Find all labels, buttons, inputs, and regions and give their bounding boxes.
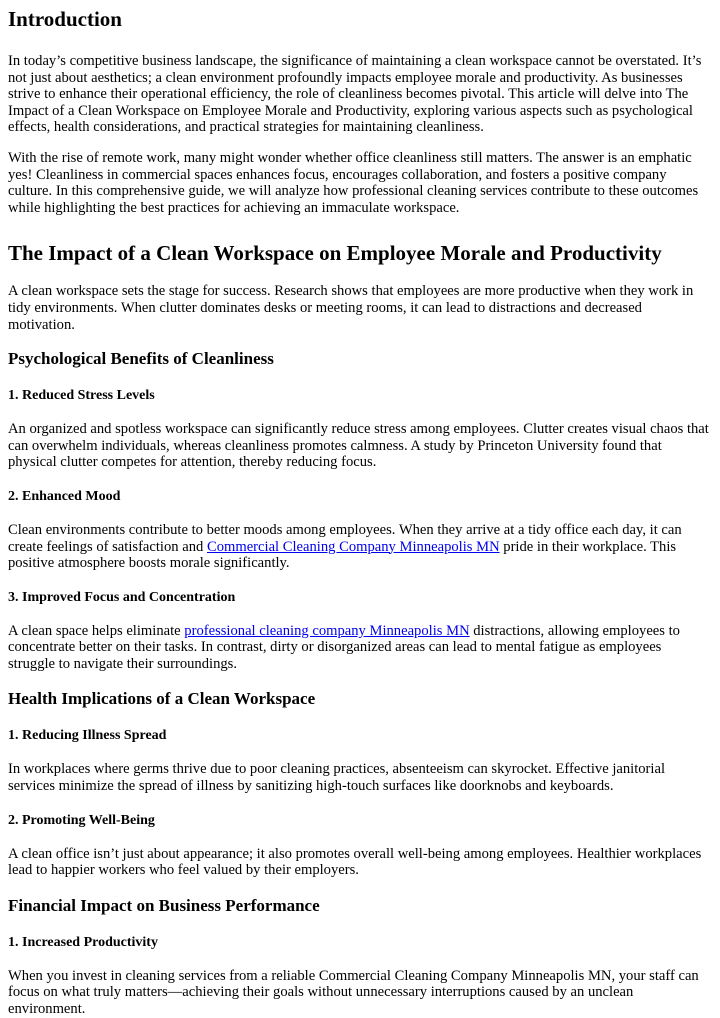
enhanced-mood-text-end: pride in their workplace. This positive atmosphere boosts morale significantly. — [8, 538, 677, 572]
reducing-illness-paragraph: In workplaces where germs thrive due to poor cleaning practices, absenteeism can skyrocket. Effective janitorial services minimize the spread of illness by sanitizing high-touch surfaces like doorknobs and keyboards. — [8, 761, 666, 795]
improved-focus-paragraph — [8, 623, 712, 673]
increased-productivity-heading: 1. Increased Productivity — [8, 934, 158, 950]
impact-heading: The Impact of a Clean Workspace on Employee Morale and Productivity — [8, 241, 662, 266]
increased-productivity-paragraph: When you invest in cleaning services from a reliable Commercial Cleaning Company Minneapolis MN, your staff can focus on what truly matters—achieving their goals without unnecessary interruptions caused by an unclean environment. — [8, 967, 699, 1018]
impact-paragraph: A clean workspace sets the stage for success. Research shows that employees are more productive when they work in tidy environments. When clutter dominates desks or meeting rooms, it can lead to distractions and decreased motivation. — [8, 283, 694, 333]
enhanced-mood-paragraph — [8, 522, 712, 572]
reduced-stress-heading: 1. Reduced Stress Levels — [8, 388, 155, 404]
reduced-stress-paragraph: An organized and spotless workspace can significantly reduce stress among employees. Clutter creates visual chaos that can overwhelm individuals, whereas cleanliness promotes calmness. A study by Princeton University found that physical clutter competes for attention, thereby reducing focus. — [8, 421, 709, 471]
intro-paragraph-2: With the rise of remote work, many might wonder whether office cleanliness still matters. The answer is an emphatic yes! Cleanliness in commercial spaces enhances focus, encourages collaboration, and fosters a positive company culture. In this comprehensive guide, we will analyze how professional cleaning services contribute to these outcomes while highlighting the best practices for achieving an immaculate workspace. — [8, 149, 699, 216]
well-being-heading: 2. Promoting Well-Being — [8, 812, 155, 828]
well-being-paragraph: A clean office isn’t just about appearance; it also promotes overall well-being among employees. Healthier workplaces lead to happier workers who feel valued by their employers. — [8, 845, 702, 879]
improved-focus-text-end: distractions, allowing employees to concentrate better on their tasks. In contrast, dirty or disorganized areas can lead to mental fatigue as employees struggle to navigate their surroundings. — [8, 622, 680, 672]
commercial-cleaning-link[interactable]: Commercial Cleaning Company Minneapolis MN — [206, 538, 500, 555]
health-implications-heading: Health Implications of a Clean Workspace — [8, 689, 316, 709]
improved-focus-heading: 3. Improved Focus and Concentration — [8, 589, 236, 605]
intro-paragraph-1: In today’s competitive business landscape, the significance of maintaining a clean workspace cannot be overstated. It’s not just about aesthetics; a clean environment profoundly impacts employee morale and productivity. As businesses strive to enhance their operational efficiency, the role of cleanliness becomes pivotal. This article will delve into The Impact of a Clean Workspace on Employee Morale and Productivity, exploring various aspects such as psychological effects, health considerations, and practical strategies for maintaining cleanliness. — [8, 53, 702, 136]
improved-focus-text-start: A clean space helps eliminate — [8, 622, 185, 639]
enhanced-mood-heading: 2. Enhanced Mood — [8, 488, 121, 504]
intro-heading: Introduction — [8, 7, 122, 31]
psychological-benefits-heading: Psychological Benefits of Cleanliness — [8, 349, 274, 369]
reducing-illness-heading: 1. Reducing Illness Spread — [8, 728, 167, 744]
professional-cleaning-link[interactable]: professional cleaning company Minneapolis MN — [184, 622, 470, 639]
financial-impact-heading: Financial Impact on Business Performance — [8, 895, 320, 915]
enhanced-mood-text-start: Clean environments contribute to better moods among employees. When they arrive at a tidy office each day, it can create feelings of satisfaction and — [8, 521, 682, 555]
